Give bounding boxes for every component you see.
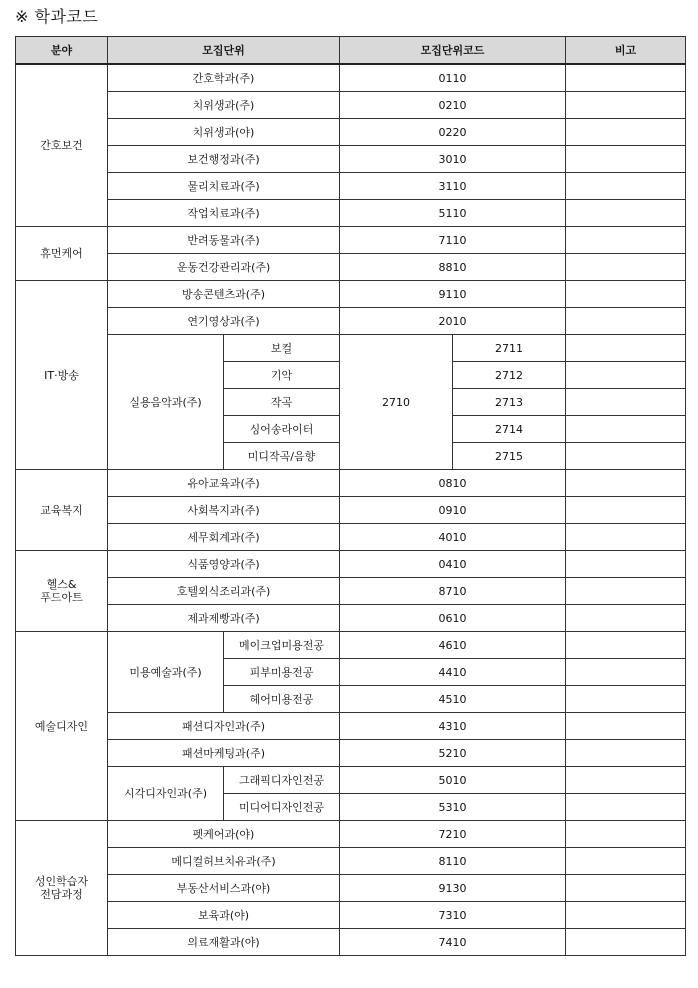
code-cell: 5310 xyxy=(340,794,566,821)
unit-cell: 연기영상과(주) xyxy=(108,308,340,335)
code-cell: 2710 xyxy=(340,335,453,470)
table-row xyxy=(16,821,686,848)
code-cell: 4610 xyxy=(340,632,566,659)
code-cell: 0410 xyxy=(340,551,566,578)
table-row xyxy=(16,902,686,929)
sub-unit-cell: 작곡 xyxy=(224,389,340,416)
note-cell xyxy=(566,767,686,794)
field-cell: 예술디자인 xyxy=(16,632,108,821)
header-code: 모집단위코드 xyxy=(340,37,566,65)
unit-cell: 부동산서비스과(야) xyxy=(108,875,340,902)
code-cell: 8110 xyxy=(340,848,566,875)
table-row xyxy=(16,281,686,308)
unit-cell: 세무회계과(주) xyxy=(108,524,340,551)
note-cell xyxy=(566,848,686,875)
table-row xyxy=(16,929,686,956)
table-row xyxy=(16,497,686,524)
sub-code-cell: 2711 xyxy=(453,335,566,362)
unit-cell: 보육과(야) xyxy=(108,902,340,929)
unit-cell: 보건행정과(주) xyxy=(108,146,340,173)
note-cell xyxy=(566,200,686,227)
table-row xyxy=(16,713,686,740)
table-row xyxy=(16,119,686,146)
note-cell xyxy=(566,821,686,848)
table-row xyxy=(16,875,686,902)
note-cell xyxy=(566,632,686,659)
table-row xyxy=(16,227,686,254)
table-row xyxy=(16,470,686,497)
note-cell xyxy=(566,416,686,443)
code-cell: 8710 xyxy=(340,578,566,605)
sub-unit-cell: 메이크업미용전공 xyxy=(224,632,340,659)
note-cell xyxy=(566,929,686,956)
sub-unit-cell: 싱어송라이터 xyxy=(224,416,340,443)
section-title: ※ 학과코드 xyxy=(15,7,99,26)
unit-cell: 시각디자인과(주) xyxy=(108,767,224,821)
table-row xyxy=(16,254,686,281)
table-row xyxy=(16,578,686,605)
field-cell xyxy=(16,551,108,632)
department-code-table xyxy=(15,36,686,956)
note-cell xyxy=(566,470,686,497)
table-row xyxy=(16,605,686,632)
code-cell: 4010 xyxy=(340,524,566,551)
note-cell xyxy=(566,335,686,362)
field-cell xyxy=(16,821,108,956)
code-cell: 0910 xyxy=(340,497,566,524)
note-cell xyxy=(566,740,686,767)
code-cell: 5210 xyxy=(340,740,566,767)
note-cell xyxy=(566,281,686,308)
header-unit: 모집단위 xyxy=(108,37,340,65)
note-cell xyxy=(566,578,686,605)
code-cell: 7310 xyxy=(340,902,566,929)
note-cell xyxy=(566,902,686,929)
note-cell xyxy=(566,119,686,146)
unit-cell: 간호학과(주) xyxy=(108,64,340,92)
note-cell xyxy=(566,524,686,551)
code-cell: 8810 xyxy=(340,254,566,281)
table-row xyxy=(16,632,686,659)
sub-code-cell: 2714 xyxy=(453,416,566,443)
code-cell: 4410 xyxy=(340,659,566,686)
code-cell: 0810 xyxy=(340,470,566,497)
unit-cell: 유아교육과(주) xyxy=(108,470,340,497)
unit-cell: 호텔외식조리과(주) xyxy=(108,578,340,605)
note-cell xyxy=(566,389,686,416)
note-cell xyxy=(566,551,686,578)
sub-unit-cell: 피부미용전공 xyxy=(224,659,340,686)
field-label-line: 푸드아트 xyxy=(40,591,83,604)
unit-cell: 펫케어과(야) xyxy=(108,821,340,848)
code-cell: 3110 xyxy=(340,173,566,200)
unit-cell: 메디컬허브치유과(주) xyxy=(108,848,340,875)
code-cell: 7110 xyxy=(340,227,566,254)
unit-cell: 제과제빵과(주) xyxy=(108,605,340,632)
table-row xyxy=(16,92,686,119)
unit-cell: 의료재활과(야) xyxy=(108,929,340,956)
sub-code-cell: 2715 xyxy=(453,443,566,470)
code-cell: 2010 xyxy=(340,308,566,335)
table-row xyxy=(16,64,686,92)
unit-cell: 패션마케팅과(주) xyxy=(108,740,340,767)
field-label-line: 전담과정 xyxy=(40,888,83,901)
field-cell: 교육복지 xyxy=(16,470,108,551)
note-cell xyxy=(566,227,686,254)
code-cell: 5110 xyxy=(340,200,566,227)
note-cell xyxy=(566,308,686,335)
table-row xyxy=(16,308,686,335)
header-note: 비고 xyxy=(566,37,686,65)
note-cell xyxy=(566,173,686,200)
sub-unit-cell: 보컬 xyxy=(224,335,340,362)
unit-cell: 방송콘텐츠과(주) xyxy=(108,281,340,308)
note-cell xyxy=(566,605,686,632)
table-row xyxy=(16,524,686,551)
note-cell xyxy=(566,64,686,92)
field-label-line: 헬스& xyxy=(46,578,77,591)
unit-cell: 반려동물과(주) xyxy=(108,227,340,254)
header-field: 분야 xyxy=(16,37,108,65)
table-row xyxy=(16,551,686,578)
field-cell: IT·방송 xyxy=(16,281,108,470)
table-row xyxy=(16,200,686,227)
unit-cell: 물리치료과(주) xyxy=(108,173,340,200)
field-label-line: 성인학습자 xyxy=(34,875,89,888)
field-cell: 간호보건 xyxy=(16,64,108,227)
note-cell xyxy=(566,254,686,281)
table-row xyxy=(16,146,686,173)
code-cell: 5010 xyxy=(340,767,566,794)
note-cell xyxy=(566,686,686,713)
table-row xyxy=(16,335,686,362)
note-cell xyxy=(566,794,686,821)
code-cell: 7210 xyxy=(340,821,566,848)
code-cell: 9130 xyxy=(340,875,566,902)
unit-cell: 식품영양과(주) xyxy=(108,551,340,578)
code-cell: 0110 xyxy=(340,64,566,92)
header-row xyxy=(16,37,686,65)
note-cell xyxy=(566,659,686,686)
unit-cell: 실용음악과(주) xyxy=(108,335,224,470)
code-cell: 9110 xyxy=(340,281,566,308)
code-cell: 0220 xyxy=(340,119,566,146)
table-row xyxy=(16,767,686,794)
code-cell: 4510 xyxy=(340,686,566,713)
sub-unit-cell: 기악 xyxy=(224,362,340,389)
note-cell xyxy=(566,497,686,524)
field-cell: 휴먼케어 xyxy=(16,227,108,281)
unit-cell: 운동건강관리과(주) xyxy=(108,254,340,281)
sub-unit-cell: 그래픽디자인전공 xyxy=(224,767,340,794)
sub-unit-cell: 미디작곡/음향 xyxy=(224,443,340,470)
unit-cell: 미용예술과(주) xyxy=(108,632,224,713)
note-cell xyxy=(566,443,686,470)
unit-cell: 작업치료과(주) xyxy=(108,200,340,227)
note-cell xyxy=(566,146,686,173)
code-cell: 3010 xyxy=(340,146,566,173)
sub-code-cell: 2713 xyxy=(453,389,566,416)
sub-unit-cell: 미디어디자인전공 xyxy=(224,794,340,821)
unit-cell: 치위생과(야) xyxy=(108,119,340,146)
table-row xyxy=(16,848,686,875)
sub-code-cell: 2712 xyxy=(453,362,566,389)
code-cell: 0210 xyxy=(340,92,566,119)
note-cell xyxy=(566,362,686,389)
code-cell: 4310 xyxy=(340,713,566,740)
unit-cell: 패션디자인과(주) xyxy=(108,713,340,740)
table-row xyxy=(16,173,686,200)
sub-unit-cell: 헤어미용전공 xyxy=(224,686,340,713)
code-cell: 0610 xyxy=(340,605,566,632)
unit-cell: 치위생과(주) xyxy=(108,92,340,119)
code-cell: 7410 xyxy=(340,929,566,956)
table-row xyxy=(16,740,686,767)
note-cell xyxy=(566,713,686,740)
unit-cell: 사회복지과(주) xyxy=(108,497,340,524)
note-cell xyxy=(566,92,686,119)
note-cell xyxy=(566,875,686,902)
